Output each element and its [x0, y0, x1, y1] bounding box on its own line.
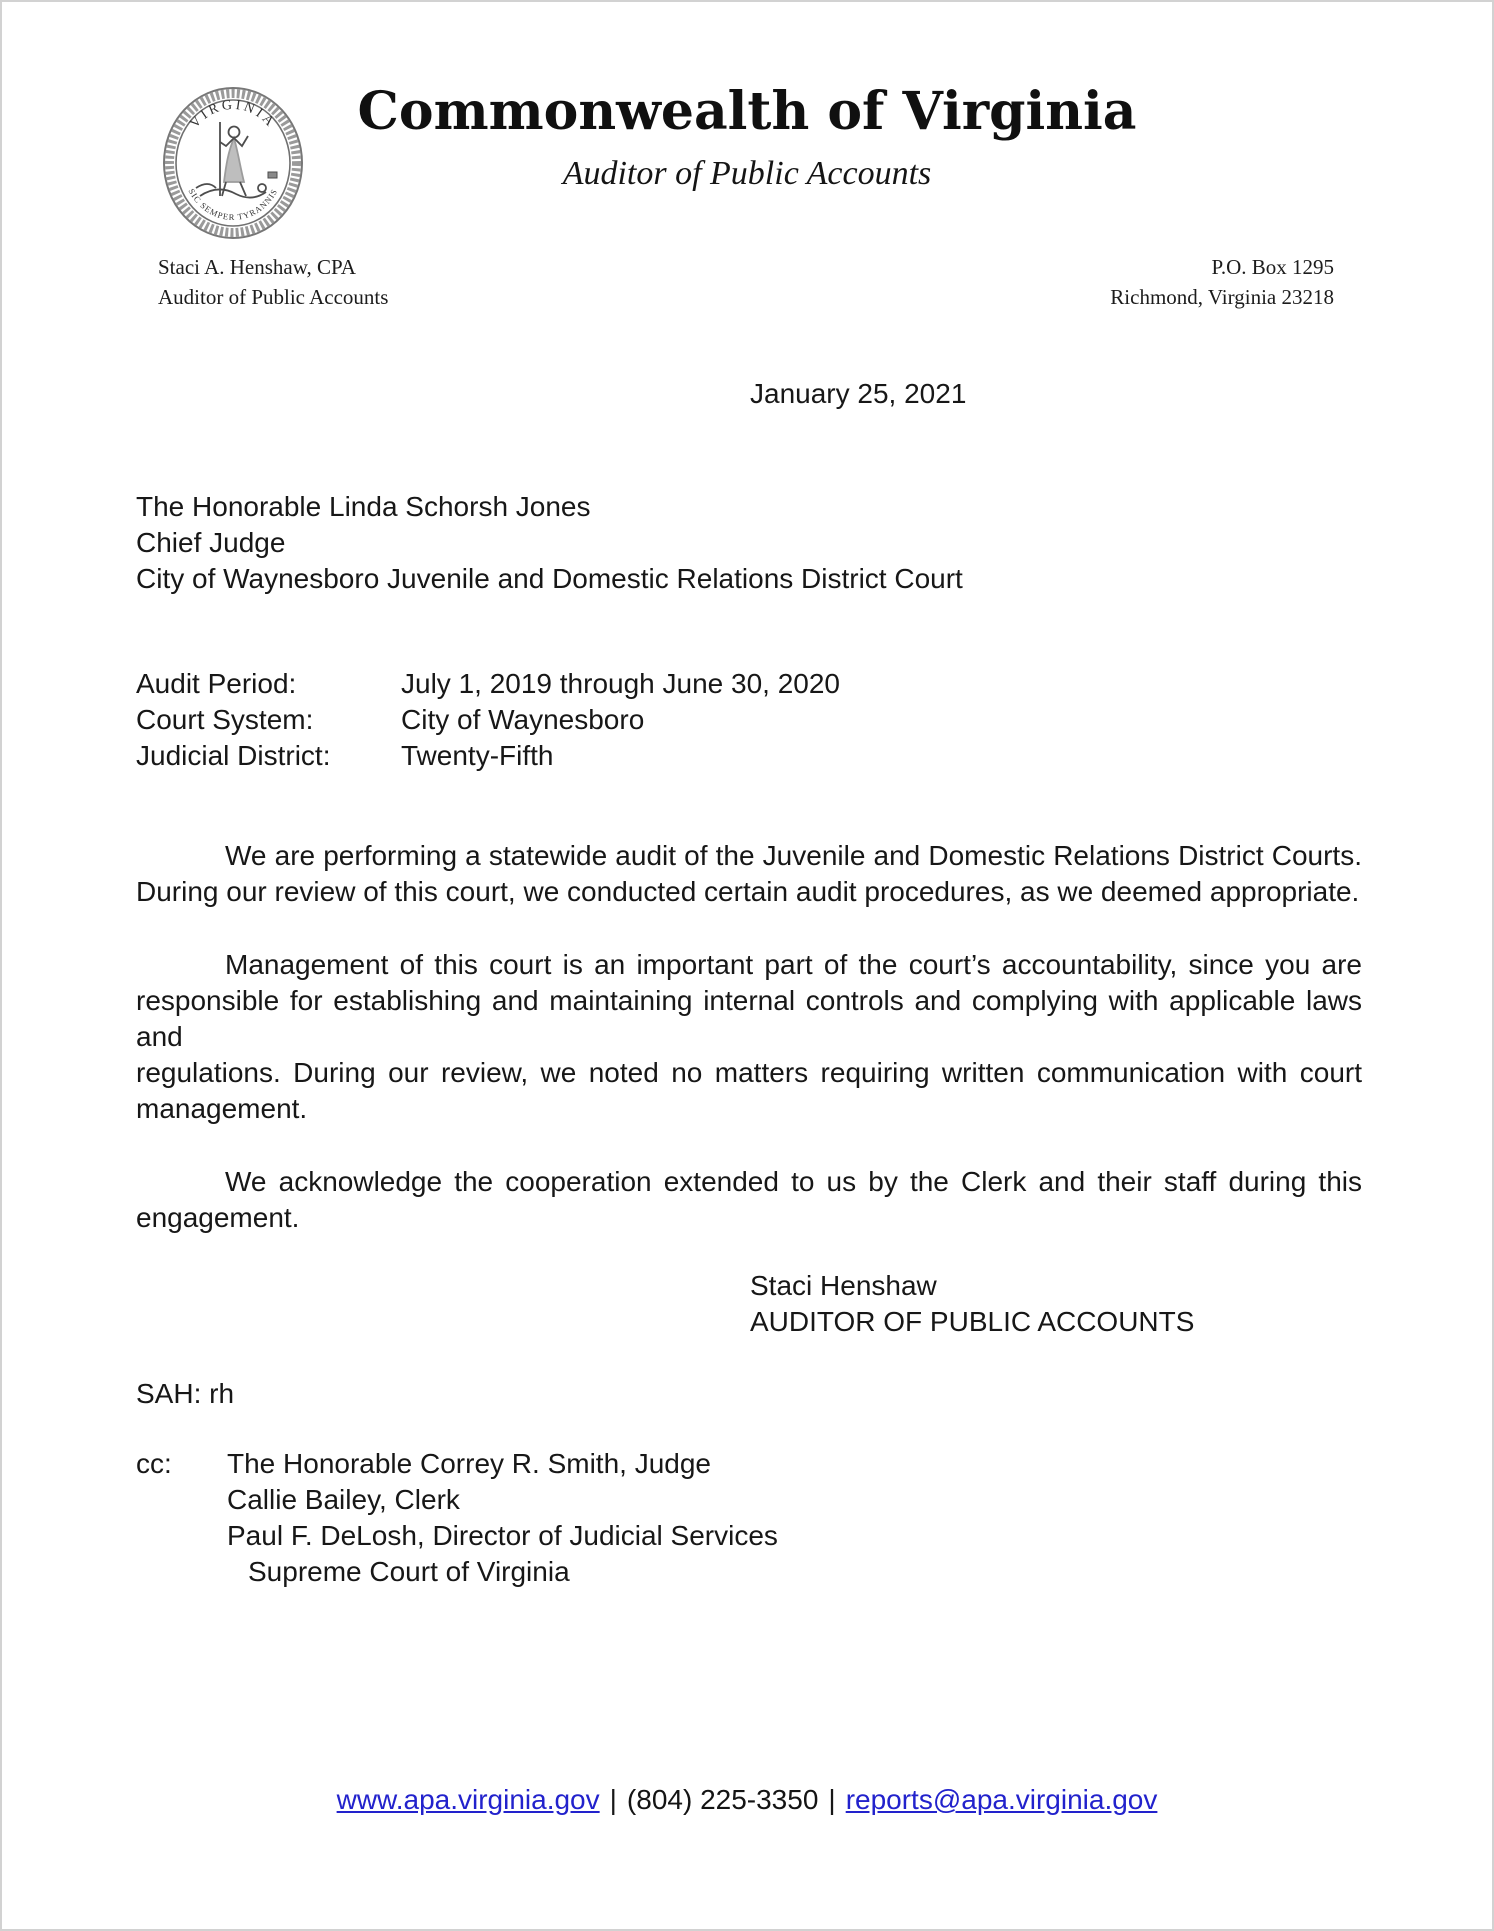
- paragraph: [136, 1164, 1362, 1236]
- audit-info-row: [136, 738, 840, 774]
- body-line: Management of this court is an important part of the court’s accountability, since you are: [225, 949, 1362, 980]
- letter-date: January 25, 2021: [750, 378, 967, 409]
- letter-footer: [2, 1784, 1492, 1816]
- official-title: Auditor of Public Accounts: [158, 285, 389, 309]
- signature-block: [750, 1268, 1194, 1340]
- audit-period-label: Audit Period:: [136, 668, 297, 699]
- address-line-2: Richmond, Virginia 23218: [1110, 285, 1334, 309]
- cc-list: [227, 1446, 778, 1590]
- recipient-line: Chief Judge: [136, 527, 286, 558]
- recipient-line: City of Waynesboro Juvenile and Domestic Relations District Court: [136, 563, 963, 594]
- body-line: regulations. During our review, we noted no matters requiring written communication with court: [136, 1057, 1362, 1088]
- court-system-value: City of Waynesboro: [401, 704, 645, 735]
- signer-name: Staci Henshaw: [750, 1270, 937, 1301]
- phone-number: (804) 225-3350: [626, 1784, 819, 1815]
- official-block: [158, 252, 388, 312]
- signer-title: AUDITOR OF PUBLIC ACCOUNTS: [750, 1306, 1195, 1337]
- website-link[interactable]: www.apa.virginia.gov: [336, 1784, 600, 1815]
- paragraph: [136, 947, 1362, 1127]
- audit-info-block: [136, 666, 840, 774]
- body-line: management.: [136, 1093, 308, 1124]
- cc-block: [136, 1446, 778, 1590]
- letterhead: [2, 82, 1492, 194]
- audit-period-value: July 1, 2019 through June 30, 2020: [401, 668, 841, 699]
- body-line: We are performing a statewide audit of the Juvenile and Domestic Relations District Courts.: [225, 840, 1362, 871]
- cc-line: Paul F. DeLosh, Director of Judicial Services: [227, 1520, 778, 1551]
- judicial-district-label: Judicial District:: [136, 740, 331, 771]
- letterhead-subtitle: Auditor of Public Accounts: [562, 155, 932, 192]
- reference-initials: SAH: rh: [136, 1378, 235, 1409]
- recipient-line: The Honorable Linda Schorsh Jones: [136, 491, 591, 522]
- seal-bottom-text: SIC SEMPER TYRANNIS: [186, 186, 280, 223]
- official-name: Staci A. Henshaw, CPA: [158, 255, 356, 279]
- footer-separator: |: [828, 1784, 836, 1815]
- letter-body: [136, 838, 1362, 1273]
- cc-line: Supreme Court of Virginia: [248, 1556, 570, 1587]
- body-line: responsible for establishing and maintaining internal controls and complying with applicable laws and: [136, 985, 1362, 1052]
- email-link[interactable]: reports@apa.virginia.gov: [845, 1784, 1158, 1815]
- body-line: During our review of this court, we conducted certain audit procedures, as we deemed appropriate.: [136, 876, 1360, 907]
- judicial-district-value: Twenty-Fifth: [401, 740, 554, 771]
- audit-info-row: [136, 702, 840, 738]
- letterhead-title: Commonwealth of Virginia: [357, 81, 1137, 142]
- paragraph: [136, 838, 1362, 910]
- recipient-block: [136, 489, 963, 597]
- footer-separator: |: [609, 1784, 617, 1815]
- cc-line: The Honorable Correy R. Smith, Judge: [227, 1448, 711, 1479]
- body-line: We acknowledge the cooperation extended to us by the Clerk and their staff during this: [225, 1166, 1362, 1197]
- cc-line: Callie Bailey, Clerk: [227, 1484, 460, 1515]
- audit-info-row: [136, 666, 840, 702]
- seal-top-text: VIRGINIA: [187, 97, 279, 132]
- address-line-1: P.O. Box 1295: [1211, 255, 1334, 279]
- body-line: engagement.: [136, 1202, 300, 1233]
- return-address: [1110, 252, 1334, 312]
- court-system-label: Court System:: [136, 704, 314, 735]
- cc-label: cc:: [136, 1448, 172, 1479]
